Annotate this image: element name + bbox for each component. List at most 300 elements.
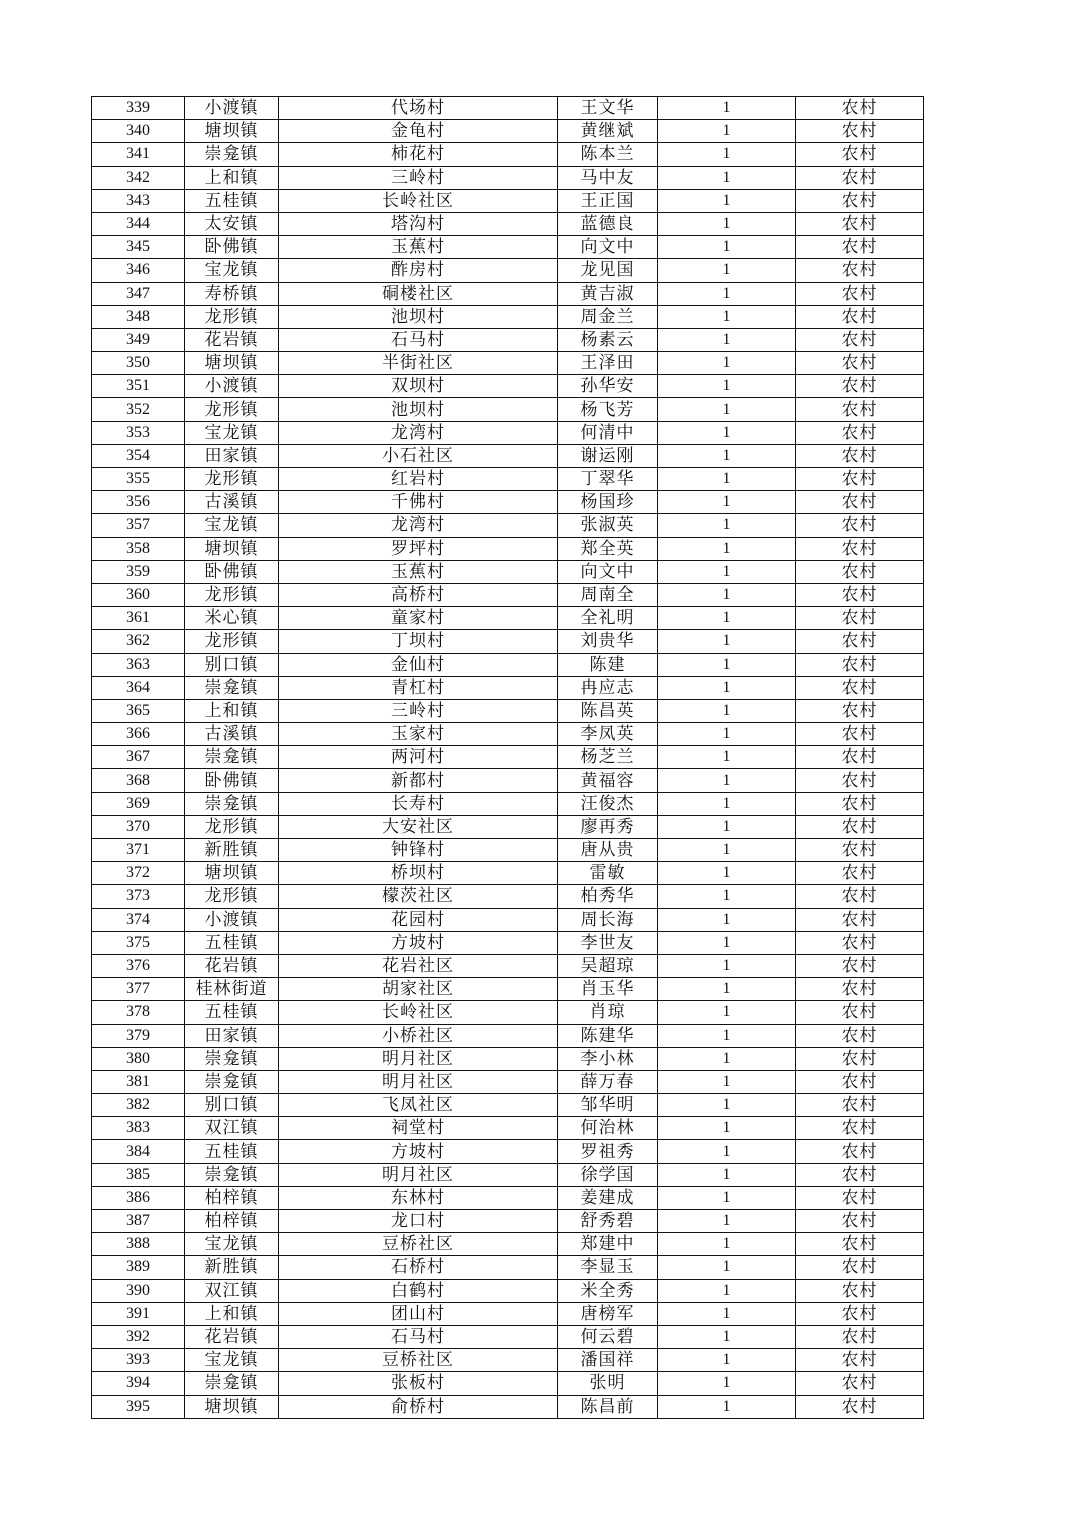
- row-number-cell: 388: [92, 1233, 185, 1256]
- name-cell: 米全秀: [558, 1279, 658, 1302]
- name-cell: 蓝德良: [558, 212, 658, 235]
- town-cell: 崇龛镇: [185, 676, 279, 699]
- town-cell: 太安镇: [185, 212, 279, 235]
- village-cell: 明月社区: [279, 1047, 558, 1070]
- name-cell: 郑全英: [558, 537, 658, 560]
- category-cell: 农村: [796, 259, 924, 282]
- village-cell: 金仙村: [279, 653, 558, 676]
- name-cell: 唐榜军: [558, 1302, 658, 1325]
- table-row: [92, 954, 924, 977]
- name-cell: 周金兰: [558, 305, 658, 328]
- category-cell: 农村: [796, 1302, 924, 1325]
- village-cell: 胡家社区: [279, 978, 558, 1001]
- table-row: [92, 468, 924, 491]
- town-cell: 龙形镇: [185, 305, 279, 328]
- row-number-cell: 356: [92, 491, 185, 514]
- category-cell: 农村: [796, 676, 924, 699]
- count-cell: 1: [658, 723, 796, 746]
- town-cell: 塘坝镇: [185, 352, 279, 375]
- count-cell: 1: [658, 653, 796, 676]
- town-cell: 上和镇: [185, 1302, 279, 1325]
- name-cell: 汪俊杰: [558, 792, 658, 815]
- count-cell: 1: [658, 421, 796, 444]
- table-row: [92, 792, 924, 815]
- row-number-cell: 349: [92, 328, 185, 351]
- category-cell: 农村: [796, 1070, 924, 1093]
- town-cell: 五桂镇: [185, 1001, 279, 1024]
- row-number-cell: 368: [92, 769, 185, 792]
- row-number-cell: 344: [92, 212, 185, 235]
- row-number-cell: 386: [92, 1186, 185, 1209]
- village-cell: 桥坝村: [279, 862, 558, 885]
- village-cell: 东林村: [279, 1186, 558, 1209]
- category-cell: 农村: [796, 583, 924, 606]
- table-row: [92, 282, 924, 305]
- name-cell: 陈建: [558, 653, 658, 676]
- town-cell: 寿桥镇: [185, 282, 279, 305]
- table-row: [92, 607, 924, 630]
- name-cell: 陈昌英: [558, 699, 658, 722]
- town-cell: 卧佛镇: [185, 236, 279, 259]
- category-cell: 农村: [796, 978, 924, 1001]
- category-cell: 农村: [796, 607, 924, 630]
- count-cell: 1: [658, 885, 796, 908]
- category-cell: 农村: [796, 1186, 924, 1209]
- town-cell: 花岩镇: [185, 1325, 279, 1348]
- village-cell: 红岩村: [279, 468, 558, 491]
- village-cell: 新都村: [279, 769, 558, 792]
- village-cell: 池坝村: [279, 398, 558, 421]
- table-row: [92, 1117, 924, 1140]
- count-cell: 1: [658, 746, 796, 769]
- table-row: [92, 1210, 924, 1233]
- count-cell: 1: [658, 1024, 796, 1047]
- row-number-cell: 348: [92, 305, 185, 328]
- category-cell: 农村: [796, 352, 924, 375]
- count-cell: 1: [658, 305, 796, 328]
- category-cell: 农村: [796, 839, 924, 862]
- count-cell: 1: [658, 931, 796, 954]
- category-cell: 农村: [796, 1210, 924, 1233]
- village-cell: 祠堂村: [279, 1117, 558, 1140]
- table-row: [92, 212, 924, 235]
- village-cell: 明月社区: [279, 1070, 558, 1093]
- count-cell: 1: [658, 236, 796, 259]
- town-cell: 崇龛镇: [185, 1163, 279, 1186]
- table-row: [92, 1395, 924, 1418]
- row-number-cell: 340: [92, 120, 185, 143]
- table-row: [92, 1233, 924, 1256]
- name-cell: 罗祖秀: [558, 1140, 658, 1163]
- table-row: [92, 1163, 924, 1186]
- town-cell: 双江镇: [185, 1279, 279, 1302]
- village-cell: 龙口村: [279, 1210, 558, 1233]
- name-cell: 肖琼: [558, 1001, 658, 1024]
- town-cell: 龙形镇: [185, 885, 279, 908]
- count-cell: 1: [658, 398, 796, 421]
- category-cell: 农村: [796, 885, 924, 908]
- row-number-cell: 392: [92, 1325, 185, 1348]
- table-row: [92, 1256, 924, 1279]
- name-cell: 肖玉华: [558, 978, 658, 1001]
- village-cell: 方坡村: [279, 931, 558, 954]
- table-row: [92, 746, 924, 769]
- category-cell: 农村: [796, 375, 924, 398]
- table-row: [92, 1001, 924, 1024]
- count-cell: 1: [658, 352, 796, 375]
- row-number-cell: 339: [92, 97, 185, 120]
- name-cell: 周长海: [558, 908, 658, 931]
- town-cell: 崇龛镇: [185, 1070, 279, 1093]
- name-cell: 何治林: [558, 1117, 658, 1140]
- count-cell: 1: [658, 491, 796, 514]
- category-cell: 农村: [796, 1001, 924, 1024]
- row-number-cell: 395: [92, 1395, 185, 1418]
- village-cell: 石桥村: [279, 1256, 558, 1279]
- table-row: [92, 352, 924, 375]
- town-cell: 别口镇: [185, 1094, 279, 1117]
- table-row: [92, 885, 924, 908]
- name-cell: 张淑英: [558, 514, 658, 537]
- village-cell: 花岩社区: [279, 954, 558, 977]
- count-cell: 1: [658, 259, 796, 282]
- town-cell: 上和镇: [185, 166, 279, 189]
- town-cell: 小渡镇: [185, 97, 279, 120]
- count-cell: 1: [658, 954, 796, 977]
- village-cell: 石马村: [279, 1325, 558, 1348]
- name-cell: 李世友: [558, 931, 658, 954]
- name-cell: 李凤英: [558, 723, 658, 746]
- row-number-cell: 351: [92, 375, 185, 398]
- table-row: [92, 1024, 924, 1047]
- count-cell: 1: [658, 607, 796, 630]
- row-number-cell: 372: [92, 862, 185, 885]
- row-number-cell: 383: [92, 1117, 185, 1140]
- category-cell: 农村: [796, 908, 924, 931]
- name-cell: 王文华: [558, 97, 658, 120]
- name-cell: 谢运刚: [558, 444, 658, 467]
- name-cell: 邹华明: [558, 1094, 658, 1117]
- village-cell: 俞桥村: [279, 1395, 558, 1418]
- town-cell: 别口镇: [185, 653, 279, 676]
- table-row: [92, 189, 924, 212]
- table-row: [92, 815, 924, 838]
- name-cell: 陈本兰: [558, 143, 658, 166]
- village-cell: 钟锋村: [279, 839, 558, 862]
- village-cell: 代场村: [279, 97, 558, 120]
- count-cell: 1: [658, 1163, 796, 1186]
- category-cell: 农村: [796, 862, 924, 885]
- name-cell: 舒秀碧: [558, 1210, 658, 1233]
- village-cell: 三岭村: [279, 699, 558, 722]
- category-cell: 农村: [796, 468, 924, 491]
- village-cell: 玉蕉村: [279, 560, 558, 583]
- name-cell: 廖再秀: [558, 815, 658, 838]
- table-row: [92, 97, 924, 120]
- row-number-cell: 381: [92, 1070, 185, 1093]
- table-row: [92, 328, 924, 351]
- town-cell: 双江镇: [185, 1117, 279, 1140]
- town-cell: 古溪镇: [185, 491, 279, 514]
- table-row: [92, 537, 924, 560]
- count-cell: 1: [658, 97, 796, 120]
- row-number-cell: 357: [92, 514, 185, 537]
- town-cell: 卧佛镇: [185, 769, 279, 792]
- village-cell: 团山村: [279, 1302, 558, 1325]
- row-number-cell: 387: [92, 1210, 185, 1233]
- village-cell: 玉蕉村: [279, 236, 558, 259]
- category-cell: 农村: [796, 1325, 924, 1348]
- table-row: [92, 978, 924, 1001]
- name-cell: 马中友: [558, 166, 658, 189]
- count-cell: 1: [658, 1256, 796, 1279]
- village-cell: 池坝村: [279, 305, 558, 328]
- table-row: [92, 769, 924, 792]
- row-number-cell: 370: [92, 815, 185, 838]
- count-cell: 1: [658, 815, 796, 838]
- row-number-cell: 377: [92, 978, 185, 1001]
- town-cell: 宝龙镇: [185, 514, 279, 537]
- category-cell: 农村: [796, 1094, 924, 1117]
- name-cell: 吴超琼: [558, 954, 658, 977]
- table-row: [92, 723, 924, 746]
- table-row: [92, 1094, 924, 1117]
- town-cell: 龙形镇: [185, 398, 279, 421]
- count-cell: 1: [658, 560, 796, 583]
- name-cell: 黄吉淑: [558, 282, 658, 305]
- row-number-cell: 393: [92, 1349, 185, 1372]
- name-cell: 雷敏: [558, 862, 658, 885]
- row-number-cell: 385: [92, 1163, 185, 1186]
- table-row: [92, 1186, 924, 1209]
- town-cell: 新胜镇: [185, 1256, 279, 1279]
- village-cell: 长岭社区: [279, 189, 558, 212]
- category-cell: 农村: [796, 1372, 924, 1395]
- table-body: [92, 97, 924, 1419]
- row-number-cell: 371: [92, 839, 185, 862]
- village-cell: 花园村: [279, 908, 558, 931]
- row-number-cell: 363: [92, 653, 185, 676]
- table-row: [92, 931, 924, 954]
- row-number-cell: 353: [92, 421, 185, 444]
- town-cell: 小渡镇: [185, 908, 279, 931]
- village-cell: 张板村: [279, 1372, 558, 1395]
- town-cell: 塘坝镇: [185, 1395, 279, 1418]
- count-cell: 1: [658, 1395, 796, 1418]
- village-cell: 豆桥社区: [279, 1349, 558, 1372]
- village-cell: 长寿村: [279, 792, 558, 815]
- village-cell: 龙湾村: [279, 514, 558, 537]
- village-cell: 高桥村: [279, 583, 558, 606]
- table-row: [92, 166, 924, 189]
- data-table: [91, 96, 924, 1419]
- row-number-cell: 379: [92, 1024, 185, 1047]
- category-cell: 农村: [796, 305, 924, 328]
- row-number-cell: 342: [92, 166, 185, 189]
- category-cell: 农村: [796, 1047, 924, 1070]
- category-cell: 农村: [796, 1140, 924, 1163]
- row-number-cell: 380: [92, 1047, 185, 1070]
- table-row: [92, 653, 924, 676]
- count-cell: 1: [658, 514, 796, 537]
- name-cell: 全礼明: [558, 607, 658, 630]
- count-cell: 1: [658, 1325, 796, 1348]
- name-cell: 何云碧: [558, 1325, 658, 1348]
- count-cell: 1: [658, 676, 796, 699]
- table-row: [92, 1325, 924, 1348]
- town-cell: 宝龙镇: [185, 259, 279, 282]
- row-number-cell: 345: [92, 236, 185, 259]
- village-cell: 长岭社区: [279, 1001, 558, 1024]
- count-cell: 1: [658, 120, 796, 143]
- category-cell: 农村: [796, 166, 924, 189]
- table-row: [92, 1372, 924, 1395]
- town-cell: 花岩镇: [185, 328, 279, 351]
- count-cell: 1: [658, 1302, 796, 1325]
- town-cell: 崇龛镇: [185, 1372, 279, 1395]
- name-cell: 张明: [558, 1372, 658, 1395]
- town-cell: 柏梓镇: [185, 1186, 279, 1209]
- table-row: [92, 236, 924, 259]
- town-cell: 花岩镇: [185, 954, 279, 977]
- town-cell: 柏梓镇: [185, 1210, 279, 1233]
- table-row: [92, 514, 924, 537]
- row-number-cell: 365: [92, 699, 185, 722]
- name-cell: 徐学国: [558, 1163, 658, 1186]
- category-cell: 农村: [796, 1233, 924, 1256]
- count-cell: 1: [658, 468, 796, 491]
- village-cell: 龙湾村: [279, 421, 558, 444]
- village-cell: 硐楼社区: [279, 282, 558, 305]
- table-row: [92, 862, 924, 885]
- category-cell: 农村: [796, 931, 924, 954]
- name-cell: 黄福容: [558, 769, 658, 792]
- village-cell: 青杠村: [279, 676, 558, 699]
- row-number-cell: 364: [92, 676, 185, 699]
- row-number-cell: 366: [92, 723, 185, 746]
- category-cell: 农村: [796, 630, 924, 653]
- name-cell: 何清中: [558, 421, 658, 444]
- row-number-cell: 359: [92, 560, 185, 583]
- row-number-cell: 347: [92, 282, 185, 305]
- table-row: [92, 375, 924, 398]
- category-cell: 农村: [796, 1349, 924, 1372]
- count-cell: 1: [658, 792, 796, 815]
- village-cell: 豆桥社区: [279, 1233, 558, 1256]
- count-cell: 1: [658, 769, 796, 792]
- town-cell: 龙形镇: [185, 583, 279, 606]
- table-row: [92, 398, 924, 421]
- village-cell: 柿花村: [279, 143, 558, 166]
- count-cell: 1: [658, 908, 796, 931]
- category-cell: 农村: [796, 97, 924, 120]
- name-cell: 李显玉: [558, 1256, 658, 1279]
- name-cell: 姜建成: [558, 1186, 658, 1209]
- town-cell: 米心镇: [185, 607, 279, 630]
- category-cell: 农村: [796, 143, 924, 166]
- count-cell: 1: [658, 1186, 796, 1209]
- count-cell: 1: [658, 1117, 796, 1140]
- category-cell: 农村: [796, 537, 924, 560]
- town-cell: 田家镇: [185, 444, 279, 467]
- name-cell: 黄继斌: [558, 120, 658, 143]
- name-cell: 郑建中: [558, 1233, 658, 1256]
- town-cell: 龙形镇: [185, 815, 279, 838]
- count-cell: 1: [658, 630, 796, 653]
- name-cell: 向文中: [558, 236, 658, 259]
- count-cell: 1: [658, 1070, 796, 1093]
- row-number-cell: 374: [92, 908, 185, 931]
- table-row: [92, 560, 924, 583]
- row-number-cell: 362: [92, 630, 185, 653]
- category-cell: 农村: [796, 723, 924, 746]
- category-cell: 农村: [796, 282, 924, 305]
- category-cell: 农村: [796, 398, 924, 421]
- row-number-cell: 343: [92, 189, 185, 212]
- category-cell: 农村: [796, 1256, 924, 1279]
- count-cell: 1: [658, 1210, 796, 1233]
- town-cell: 五桂镇: [185, 189, 279, 212]
- table-row: [92, 1302, 924, 1325]
- name-cell: 冉应志: [558, 676, 658, 699]
- category-cell: 农村: [796, 815, 924, 838]
- count-cell: 1: [658, 978, 796, 1001]
- category-cell: 农村: [796, 1117, 924, 1140]
- table-row: [92, 1140, 924, 1163]
- village-cell: 千佛村: [279, 491, 558, 514]
- town-cell: 龙形镇: [185, 468, 279, 491]
- row-number-cell: 354: [92, 444, 185, 467]
- name-cell: 向文中: [558, 560, 658, 583]
- table-row: [92, 1279, 924, 1302]
- row-number-cell: 373: [92, 885, 185, 908]
- name-cell: 孙华安: [558, 375, 658, 398]
- table-row: [92, 1047, 924, 1070]
- town-cell: 五桂镇: [185, 931, 279, 954]
- category-cell: 农村: [796, 954, 924, 977]
- count-cell: 1: [658, 212, 796, 235]
- row-number-cell: 384: [92, 1140, 185, 1163]
- count-cell: 1: [658, 839, 796, 862]
- village-cell: 金龟村: [279, 120, 558, 143]
- category-cell: 农村: [796, 120, 924, 143]
- category-cell: 农村: [796, 792, 924, 815]
- name-cell: 李小林: [558, 1047, 658, 1070]
- name-cell: 杨素云: [558, 328, 658, 351]
- village-cell: 石马村: [279, 328, 558, 351]
- count-cell: 1: [658, 1372, 796, 1395]
- name-cell: 柏秀华: [558, 885, 658, 908]
- town-cell: 崇龛镇: [185, 1047, 279, 1070]
- count-cell: 1: [658, 1233, 796, 1256]
- table-row: [92, 630, 924, 653]
- name-cell: 杨国珍: [558, 491, 658, 514]
- village-cell: 塔沟村: [279, 212, 558, 235]
- name-cell: 杨飞芳: [558, 398, 658, 421]
- category-cell: 农村: [796, 328, 924, 351]
- table-row: [92, 491, 924, 514]
- town-cell: 崇龛镇: [185, 746, 279, 769]
- town-cell: 五桂镇: [185, 1140, 279, 1163]
- town-cell: 卧佛镇: [185, 560, 279, 583]
- village-cell: 白鹤村: [279, 1279, 558, 1302]
- row-number-cell: 341: [92, 143, 185, 166]
- count-cell: 1: [658, 1094, 796, 1117]
- town-cell: 塘坝镇: [185, 120, 279, 143]
- row-number-cell: 361: [92, 607, 185, 630]
- table-row: [92, 421, 924, 444]
- town-cell: 宝龙镇: [185, 421, 279, 444]
